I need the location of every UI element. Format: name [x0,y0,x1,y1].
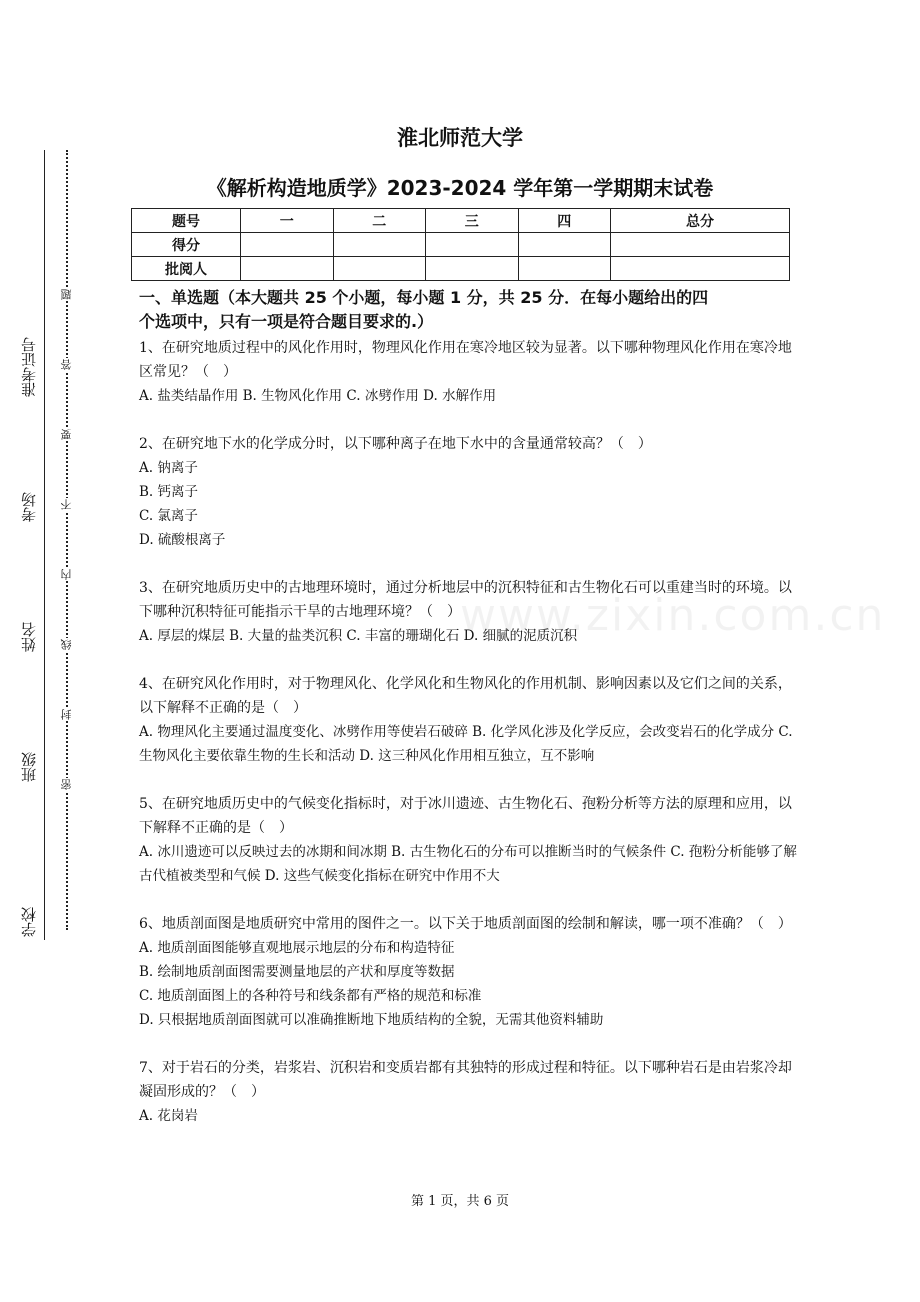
score-header-cell: 三 [426,209,519,233]
score-header-cell: 题号 [132,209,241,233]
exam-title: 《解析构造地质学》2023-2024 学年第一学期期末试卷 [206,176,714,200]
score-cell [241,233,334,257]
watermark: www.zixin.com.cn [460,590,886,641]
question-3 [139,576,804,648]
label-exam-room: 考场 [20,492,38,522]
score-cell [333,257,426,281]
score-header-cell: 四 [518,209,611,233]
option-c: C. 氯离子 [139,508,198,524]
option-c: C. 地质剖面图上的各种符号和线条都有严格的规范和标准 [139,988,482,1004]
seal-char: 要 [60,429,73,440]
score-cell [426,257,519,281]
option-a: A. 花岗岩 [139,1108,198,1124]
question-text: 2、在研究地下水的化学成分时，以下哪种离子在地下水中的含量通常较高？（ ） [139,436,652,452]
question-options: A. 盐类结晶作用 B. 生物风化作用 C. 冰劈作用 D. 水解作用 [139,388,497,404]
score-row-label: 批阅人 [132,257,241,281]
score-table [131,208,790,281]
question-options: A. 厚层的煤层 B. 大量的盐类沉积 C. 丰富的珊瑚化石 D. 细腻的泥质沉积 [139,628,578,644]
seal-char: 题 [60,289,73,300]
question-6 [139,912,804,1032]
label-name: 姓名 [20,622,38,652]
question-options: A. 物理风化主要通过温度变化、冰劈作用等使岩石破碎 B. 化学风化涉及化学反应，会改变岩石的化学成分 C. 生物风化主要依靠生物的生长和活动 D. 这三种风化作用相互独立，互不影响 [139,724,793,764]
score-cell [518,257,611,281]
question-4 [139,672,804,768]
question-7 [139,1056,804,1128]
exam-content [139,286,804,1152]
score-header-cell: 二 [333,209,426,233]
option-b: B. 绘制地质剖面图需要测量地层的产状和厚度等数据 [139,964,455,980]
seal-char: 线 [60,639,73,650]
section-heading-line: 一、单选题（本大题共 25 个小题，每小题 1 分，共 25 分．在每小题给出的四 [139,288,709,307]
score-table-row [132,233,790,257]
question-options: A. 冰川遗迹可以反映过去的冰期和间冰期 B. 古生物化石的分布可以推断当时的气候条件 C. 孢粉分析能够了解古代植被类型和气候 D. 这些气候变化指标在研究中作用不大 [139,844,797,884]
option-a: A. 地质剖面图能够直观地展示地层的分布和构造特征 [139,940,455,956]
seal-char: 封 [60,709,73,720]
section-heading-line: 个选项中，只有一项是符合题目要求的.） [139,312,434,331]
seal-char: 不 [60,499,73,510]
question-text: 7、对于岩石的分类，岩浆岩、沉积岩和变质岩都有其独特的形成过程和特征。以下哪种岩石是由岩浆冷却凝固形成的？（ ） [139,1060,792,1100]
option-a: A. 钠离子 [139,460,198,476]
question-5 [139,792,804,888]
score-table-header-row [132,209,790,233]
label-class: 班级 [20,752,38,782]
question-text: 1、在研究地质过程中的风化作用时，物理风化作用在寒冷地区较为显著。以下哪种物理风化作用在寒冷地区常见？（ ） [139,340,792,380]
label-exam-number: 准考证号 [20,337,38,397]
score-cell [333,233,426,257]
score-cell [518,233,611,257]
score-cell [611,233,790,257]
question-2 [139,432,804,552]
option-b: B. 钙离子 [139,484,199,500]
score-cell [426,233,519,257]
score-cell [241,257,334,281]
binding-dotted-line [66,150,68,930]
question-text: 6、地质剖面图是地质研究中常用的图件之一。以下关于地质剖面图的绘制和解读，哪一项不准确？（ ） [139,916,792,932]
question-1 [139,336,804,408]
option-d: D. 只根据地质剖面图就可以准确推断地下地质结构的全貌，无需其他资料辅助 [139,1012,604,1028]
seal-char: 密 [60,779,73,790]
question-text: 4、在研究风化作用时，对于物理风化、化学风化和生物风化的作用机制、影响因素以及它们之间的关系，以下解释不正确的是（ ） [139,676,792,716]
score-table-row [132,257,790,281]
label-school: 学校 [20,907,38,937]
score-header-cell: 一 [241,209,334,233]
score-header-cell: 总分 [611,209,790,233]
binding-strip [8,150,78,940]
seal-char: 内 [60,569,73,580]
section-heading [139,286,804,334]
score-cell [611,257,790,281]
score-row-label: 得分 [132,233,241,257]
page-footer: 第 1 页，共 6 页 [410,1194,510,1209]
seal-char: 答 [60,359,73,370]
option-d: D. 硫酸根离子 [139,532,226,548]
binding-solid-line [44,150,45,940]
university-title: 淮北师范大学 [397,126,523,150]
question-text: 5、在研究地质历史中的气候变化指标时，对于冰川遗迹、古生物化石、孢粉分析等方法的原理和应用，以下解释不正确的是（ ） [139,796,792,836]
question-text: 3、在研究地质历史中的古地理环境时，通过分析地层中的沉积特征和古生物化石可以重建当时的环境。以下哪种沉积特征可能指示干旱的古地理环境？（ ） [139,580,792,620]
